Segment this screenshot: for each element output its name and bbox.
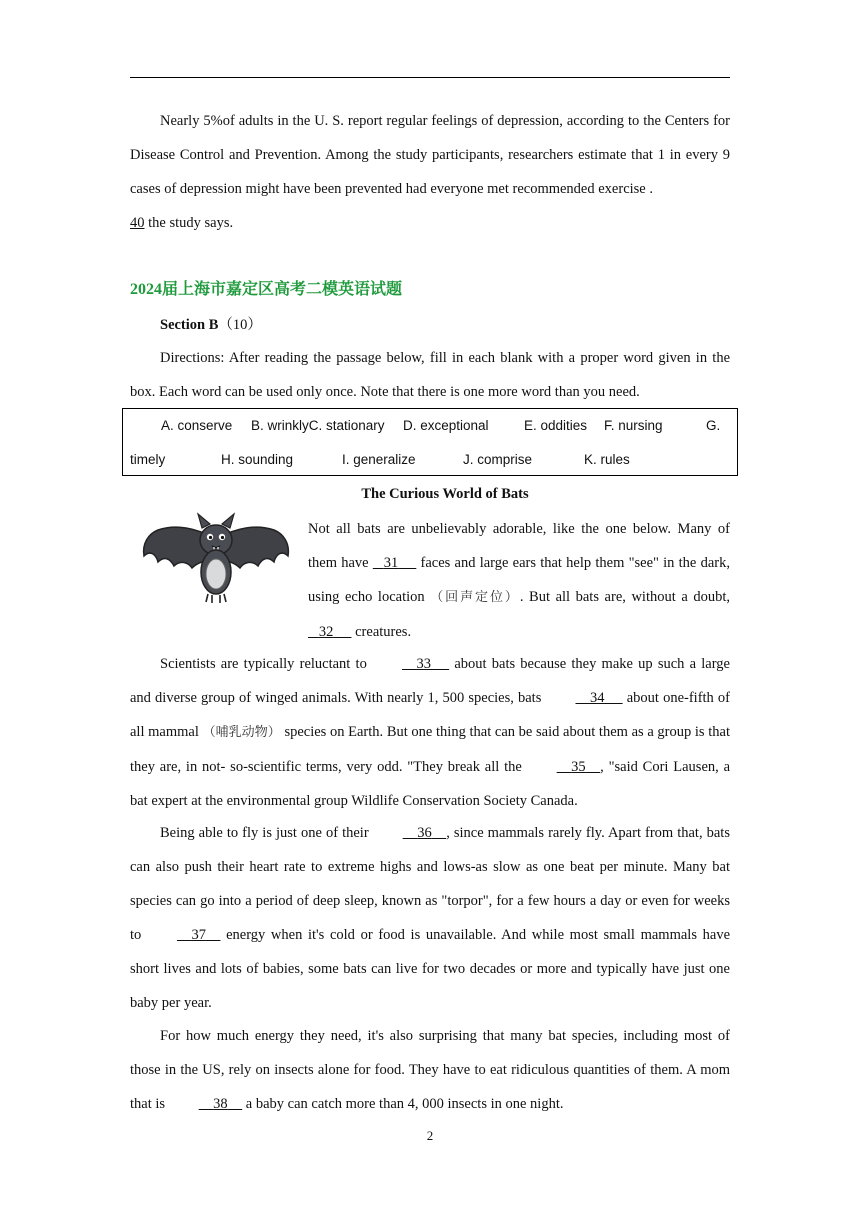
word-option: A. conserve (161, 418, 233, 433)
blank-33-number: 33 (416, 656, 432, 672)
section-label (160, 313, 262, 337)
blank-40: 40 (130, 215, 145, 231)
p1-text-c: faces and large ears that help them "see" in the dark, using echo location (308, 555, 730, 605)
p2-text-e: , "said Cori Lausen, a bat expert at the environmental group Wildlife Conservation Society Canada. (130, 759, 730, 809)
word-option: H. sounding (221, 452, 294, 467)
word-option: D. exceptional (403, 418, 489, 433)
paragraph-1 (130, 512, 730, 649)
word-option: B. wrinklyC. stationary (251, 418, 385, 433)
paragraph-3 (130, 816, 730, 1020)
blank-35-number: 35 (571, 759, 586, 775)
blank-35 (527, 750, 601, 784)
blank-36-number: 36 (417, 825, 432, 841)
blank-38 (169, 1087, 243, 1121)
directions (130, 341, 730, 409)
top-paragraph (130, 104, 730, 240)
p3-text-a: Being able to fly is just one of their (160, 825, 373, 841)
blank-31 (373, 546, 417, 580)
p2-chinese-gloss: （哺乳动物） (202, 725, 281, 740)
word-option: J. comprise (463, 452, 533, 467)
top-paragraph-tail: the study says. (144, 215, 234, 231)
p2-text-a: Scientists are typically reluctant to (160, 656, 373, 672)
word-option: F. nursing (604, 418, 663, 433)
p3-text-c: energy when it's cold or food is unavailable. And while most small mammals have short lives and lots of babies, some bats can live for two decades or more and typically have just one baby per year. (130, 927, 731, 1011)
passage-title: The Curious World of Bats (361, 486, 529, 502)
word-box (122, 408, 738, 476)
section-name: Section B (160, 317, 219, 333)
p2-text-b: about bats because they make up such a large and diverse group of winged animals. With nearly 1, 500 species, bats (130, 656, 730, 706)
word-option: E. oddities (524, 418, 588, 433)
blank-37 (147, 918, 221, 952)
top-paragraph-text: Nearly 5%of adults in the U. S. report regular feelings of depression, according to the Centers for Disease Control and Prevention. Among the study participants, researchers estimate that 1 in every 9 cases of depression might have been prevented had everyone met recommended exercise . (130, 113, 730, 197)
blank-38-number: 38 (213, 1096, 228, 1112)
p2-text-c: about one-fifth of all mammal (130, 690, 731, 740)
section-points: （10） (218, 317, 262, 333)
p4-text-a: For how much energy they need, it's also surprising that many bat species, including most of those in the US, rely on insects alone for food. They have to eat ridiculous quantities of them. A mom that is (130, 1028, 730, 1112)
blank-32-number: 32 (318, 624, 334, 640)
p1-text-a: Not all bats are unbelievably adorable, like the one below. Many of them have (308, 521, 730, 571)
blank-33 (372, 647, 449, 681)
blank-37-number: 37 (191, 927, 206, 943)
blank-36 (373, 816, 447, 850)
blank-34-number: 34 (589, 690, 605, 706)
p1-text-d: . But all bats are, without a doubt, (519, 589, 730, 605)
word-option: G. (706, 418, 721, 433)
header-rule (130, 77, 730, 78)
word-option: K. rules (584, 452, 630, 467)
page-number: 2 (426, 1128, 434, 1143)
word-option: timely (130, 452, 166, 467)
p3-text-b: , since mammals rarely fly. Apart from that, bats can also push their heart rate to extreme highs and lows-as slow as one beat per minute. Many bat species can go into a period of deep sleep, known as "torpor", for a few hours a day or even for weeks to (130, 825, 730, 943)
blank-32 (308, 615, 352, 649)
exam-heading: 2024届上海市嘉定区高考二模英语试题 (130, 281, 403, 298)
p1-text-e: creatures. (351, 624, 412, 640)
blank-34 (545, 681, 622, 715)
p2-text-d: species on Earth. But one thing that can be said about them as a group is that they are, in not- so-scientific terms, very odd. "They break all the (130, 724, 730, 775)
word-option: I. generalize (342, 452, 416, 467)
directions-text: Directions: After reading the passage below, fill in each blank with a proper word given in the box. Each word can be used only once. Note that there is one more word than you need. (130, 350, 730, 400)
p1-chinese-gloss: （回声定位） (430, 590, 520, 605)
p4-text-b: a baby can catch more than 4, 000 insects in one night. (242, 1096, 564, 1112)
blank-31-number: 31 (383, 555, 399, 571)
paragraph-2 (130, 647, 730, 818)
paragraph-4 (130, 1019, 730, 1121)
